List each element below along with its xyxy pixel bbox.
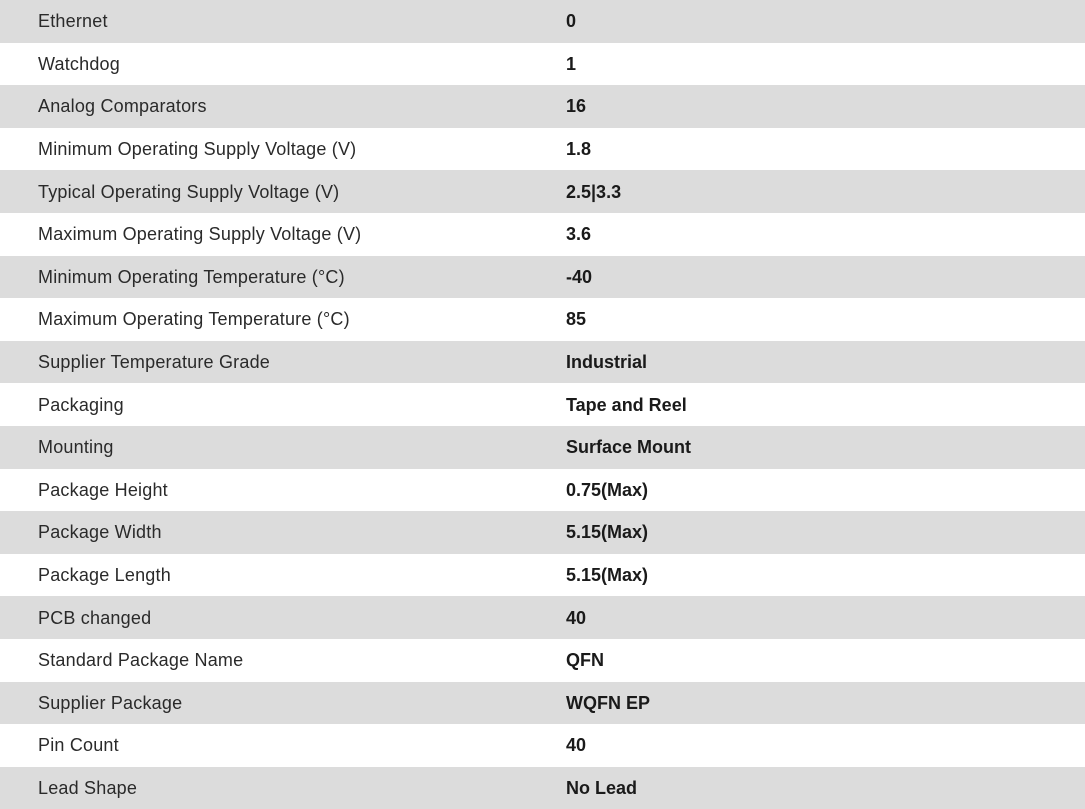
- table-row: [0, 554, 1085, 597]
- table-row: [0, 469, 1085, 512]
- spec-label: Maximum Operating Supply Voltage (V): [38, 224, 362, 245]
- spec-value: Industrial: [566, 352, 648, 373]
- table-row: [0, 682, 1085, 725]
- spec-value: No Lead: [566, 777, 638, 798]
- spec-value: 40: [566, 735, 587, 756]
- table-row: [0, 298, 1085, 341]
- spec-value: 3.6: [566, 224, 592, 245]
- spec-label: Package Length: [38, 565, 171, 586]
- spec-label: Minimum Operating Supply Voltage (V): [38, 139, 357, 160]
- spec-label: Pin Count: [38, 735, 119, 756]
- spec-value: QFN: [566, 650, 604, 671]
- table-row: [0, 128, 1085, 171]
- table-row: [0, 511, 1085, 554]
- spec-label: Packaging: [38, 394, 124, 415]
- table-row: [0, 170, 1085, 213]
- spec-value: 0.75(Max): [566, 479, 649, 500]
- spec-value: 2.5|3.3: [566, 181, 622, 202]
- table-row: [0, 256, 1085, 299]
- table-row: [0, 767, 1085, 809]
- spec-value: Tape and Reel: [566, 394, 687, 415]
- spec-label: PCB changed: [38, 607, 152, 628]
- spec-label: Lead Shape: [38, 777, 138, 798]
- table-row: [0, 639, 1085, 682]
- table-row: [0, 341, 1085, 384]
- spec-value: 1.8: [566, 139, 592, 160]
- table-row: [0, 383, 1085, 426]
- spec-label: Package Width: [38, 522, 162, 543]
- spec-value: Surface Mount: [566, 437, 692, 458]
- table-row: [0, 596, 1085, 639]
- spec-value: 1: [566, 53, 577, 74]
- spec-value: 0: [566, 11, 577, 32]
- table-row: [0, 43, 1085, 86]
- spec-label: Maximum Operating Temperature (°C): [38, 309, 350, 330]
- spec-label: Mounting: [38, 437, 114, 458]
- spec-label: Standard Package Name: [38, 650, 244, 671]
- spec-label: Minimum Operating Temperature (°C): [38, 266, 345, 287]
- spec-label: Watchdog: [38, 53, 120, 74]
- spec-label: Supplier Package: [38, 692, 183, 713]
- table-row: [0, 0, 1085, 43]
- spec-value: 16: [566, 96, 587, 117]
- spec-value: 5.15(Max): [566, 522, 649, 543]
- spec-label: Package Height: [38, 479, 168, 500]
- spec-value: 40: [566, 607, 587, 628]
- spec-value: -40: [566, 266, 593, 287]
- spec-label: Ethernet: [38, 11, 108, 32]
- spec-label: Typical Operating Supply Voltage (V): [38, 181, 340, 202]
- table-row: [0, 85, 1085, 128]
- table-row: [0, 426, 1085, 469]
- spec-value: 85: [566, 309, 587, 330]
- spec-label: Analog Comparators: [38, 96, 207, 117]
- table-row: [0, 213, 1085, 256]
- spec-label: Supplier Temperature Grade: [38, 352, 270, 373]
- table-row: [0, 724, 1085, 767]
- spec-value: WQFN EP: [566, 692, 650, 713]
- spec-value: 5.15(Max): [566, 565, 649, 586]
